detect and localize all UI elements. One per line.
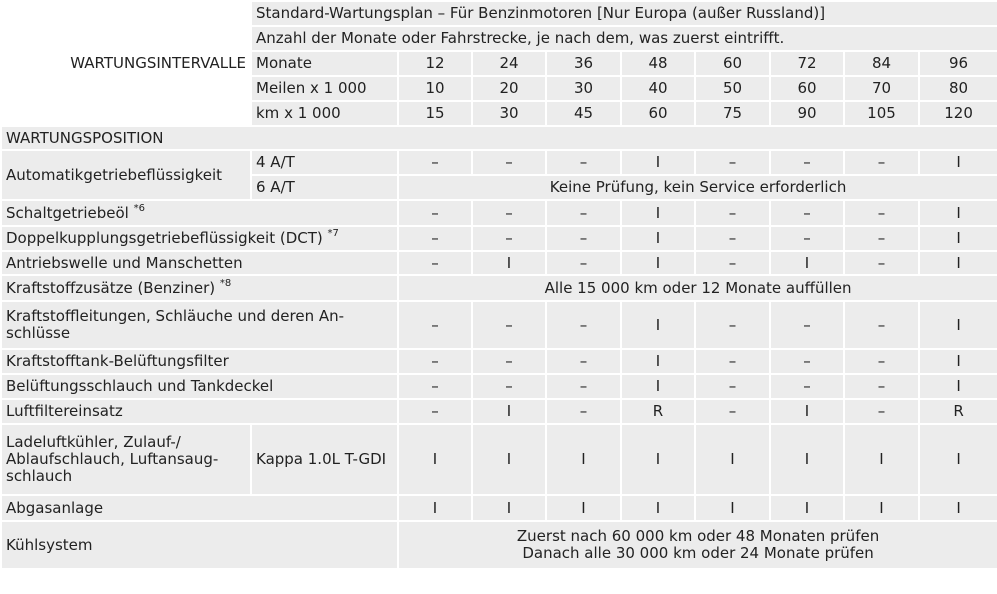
interval-cell: I <box>919 301 997 349</box>
interval-cell: – <box>770 301 844 349</box>
interval-cell: – <box>398 200 472 226</box>
footnote-marker: *7 <box>327 228 339 239</box>
interval-cell: I <box>621 200 695 226</box>
interval-cell: I <box>621 301 695 349</box>
interval-cell: I <box>919 150 997 175</box>
row-label-intercooler <box>1 424 251 495</box>
table-row <box>1 226 997 251</box>
km-value: 30 <box>472 101 546 126</box>
interval-cell: – <box>546 374 621 399</box>
interval-cell: – <box>546 251 621 275</box>
row-sublabel: 6 A/T <box>251 175 398 200</box>
km-label: km x 1 000 <box>251 101 398 126</box>
footnote-marker: *6 <box>133 202 145 214</box>
interval-cell: – <box>770 349 844 374</box>
table-row <box>1 200 997 226</box>
section-header-row <box>1 126 997 150</box>
positions-label: WARTUNGSPOSITION <box>1 126 997 150</box>
interval-cell: – <box>398 399 472 424</box>
interval-cell: – <box>472 374 546 399</box>
interval-cell: – <box>472 150 546 175</box>
interval-cell: I <box>770 399 844 424</box>
interval-cell: I <box>621 226 695 251</box>
interval-cell: – <box>695 226 770 251</box>
interval-cell: I <box>472 495 546 521</box>
row-label-text: Kraftstoffzusätze (Benziner) <box>6 278 216 297</box>
interval-cell: I <box>919 226 997 251</box>
interval-cell: I <box>472 251 546 275</box>
table-row <box>1 349 997 374</box>
months-value: 72 <box>770 51 844 76</box>
interval-cell: I <box>770 424 844 495</box>
miles-value: 20 <box>472 76 546 101</box>
interval-cell: – <box>546 301 621 349</box>
interval-cell: – <box>695 399 770 424</box>
interval-cell: – <box>546 399 621 424</box>
months-label: Monate <box>251 51 398 76</box>
table-row <box>1 399 997 424</box>
row-label-auto-trans: Automatikgetriebeflüssigkeit <box>1 150 251 200</box>
span-note-line: Danach alle 30 000 km oder 24 Monate prüfen <box>522 544 874 562</box>
row-label-vent-hose: Belüftungsschlauch und Tankdeckel <box>1 374 398 399</box>
interval-cell: I <box>919 495 997 521</box>
miles-value: 70 <box>844 76 919 101</box>
months-value: 84 <box>844 51 919 76</box>
plan-note: Anzahl der Monate oder Fahrstrecke, je nach dem, was zuerst eintrifft. <box>251 26 997 51</box>
interval-cell: – <box>398 301 472 349</box>
table-row <box>1 301 997 349</box>
interval-cell: – <box>844 301 919 349</box>
interval-cell: I <box>770 495 844 521</box>
header-corner-cell <box>1 1 251 26</box>
interval-cell: I <box>621 374 695 399</box>
header-corner-cell <box>1 26 251 51</box>
interval-cell: – <box>770 226 844 251</box>
span-note-line: Zuerst nach 60 000 km oder 48 Monaten prüfen <box>516 527 880 545</box>
interval-cell: – <box>770 200 844 226</box>
span-note <box>398 521 997 569</box>
table-row <box>1 374 997 399</box>
interval-cell: – <box>770 150 844 175</box>
row-label-line: Ablaufschlauch, Luftansaug- <box>6 450 219 468</box>
months-value: 60 <box>695 51 770 76</box>
table-row <box>1 521 997 569</box>
row-label-drive-shaft: Antriebswelle und Manschetten <box>1 251 398 275</box>
months-value: 96 <box>919 51 997 76</box>
span-note: Keine Prüfung, kein Service erforderlich <box>398 175 997 200</box>
header-row-plan-note <box>1 26 997 51</box>
interval-cell: I <box>621 424 695 495</box>
row-label-air-filter: Luftfiltereinsatz <box>1 399 398 424</box>
interval-cell: – <box>398 251 472 275</box>
header-corner-cell <box>1 76 251 101</box>
row-label-line: Kraftstoffleitungen, Schläuche und deren An- <box>6 307 345 325</box>
interval-cell: I <box>398 495 472 521</box>
months-value: 48 <box>621 51 695 76</box>
interval-cell: – <box>844 226 919 251</box>
miles-label: Meilen x 1 000 <box>251 76 398 101</box>
interval-cell: – <box>546 200 621 226</box>
interval-cell: – <box>844 251 919 275</box>
interval-cell: I <box>398 424 472 495</box>
interval-cell: – <box>844 349 919 374</box>
interval-cell: I <box>844 424 919 495</box>
table-row <box>1 275 997 301</box>
interval-cell: I <box>919 424 997 495</box>
row-label-line: Ladeluftkühler, Zulauf-/ <box>6 433 181 451</box>
row-label-dct <box>1 226 398 251</box>
km-value: 15 <box>398 101 472 126</box>
interval-cell: I <box>621 150 695 175</box>
interval-cell: – <box>844 200 919 226</box>
row-label-line: schlüsse <box>6 324 71 342</box>
table-row <box>1 251 997 275</box>
interval-cell: I <box>919 200 997 226</box>
months-value: 36 <box>546 51 621 76</box>
months-value: 24 <box>472 51 546 76</box>
row-label-fuel-additive <box>1 275 398 301</box>
interval-cell: – <box>472 349 546 374</box>
interval-cell: I <box>844 495 919 521</box>
interval-cell: – <box>398 349 472 374</box>
interval-cell: – <box>695 200 770 226</box>
interval-cell: – <box>695 251 770 275</box>
months-value: 12 <box>398 51 472 76</box>
row-label-fuel-tank-filter: Kraftstofftank-Belüftungsfilter <box>1 349 398 374</box>
interval-cell: I <box>621 495 695 521</box>
interval-cell: – <box>398 226 472 251</box>
row-label-fuel-lines <box>1 301 398 349</box>
interval-cell: I <box>919 374 997 399</box>
interval-cell: – <box>398 150 472 175</box>
interval-cell: – <box>546 150 621 175</box>
header-row-months <box>1 51 997 76</box>
span-note: Alle 15 000 km oder 12 Monate auffüllen <box>398 275 997 301</box>
miles-value: 60 <box>770 76 844 101</box>
row-sublabel: 4 A/T <box>251 150 398 175</box>
row-label-exhaust: Abgasanlage <box>1 495 398 521</box>
interval-cell: – <box>844 374 919 399</box>
interval-cell: I <box>919 349 997 374</box>
interval-cell: – <box>546 226 621 251</box>
interval-cell: – <box>695 349 770 374</box>
interval-cell: – <box>770 374 844 399</box>
row-label-cooling: Kühlsystem <box>1 521 398 569</box>
km-value: 75 <box>695 101 770 126</box>
km-value: 120 <box>919 101 997 126</box>
header-row-km <box>1 101 997 126</box>
interval-cell: – <box>695 150 770 175</box>
interval-cell: – <box>472 301 546 349</box>
row-label-text: Schaltgetriebeöl <box>6 203 129 222</box>
interval-cell: – <box>844 399 919 424</box>
interval-cell: – <box>472 200 546 226</box>
miles-value: 10 <box>398 76 472 101</box>
interval-cell: I <box>472 399 546 424</box>
interval-cell: I <box>770 251 844 275</box>
table-row <box>1 424 997 495</box>
table-row <box>1 150 997 175</box>
interval-cell: I <box>621 349 695 374</box>
table-row <box>1 495 997 521</box>
header-row-plan-title <box>1 1 997 26</box>
miles-value: 50 <box>695 76 770 101</box>
header-corner-cell <box>1 101 251 126</box>
engine-label: Kappa 1.0L T-GDI <box>251 424 398 495</box>
interval-cell: I <box>695 495 770 521</box>
interval-cell: R <box>919 399 997 424</box>
miles-value: 80 <box>919 76 997 101</box>
interval-cell: I <box>546 424 621 495</box>
interval-cell: – <box>546 349 621 374</box>
km-value: 45 <box>546 101 621 126</box>
header-row-miles <box>1 76 997 101</box>
footnote-marker: *8 <box>219 277 232 289</box>
interval-cell: I <box>919 251 997 275</box>
interval-cell: – <box>398 374 472 399</box>
row-label-text: Doppelkupplungsgetriebeflüssigkeit (DCT) <box>6 229 323 247</box>
interval-cell: I <box>621 251 695 275</box>
row-label-manual-trans <box>1 200 398 226</box>
interval-cell: – <box>695 301 770 349</box>
interval-cell: – <box>472 226 546 251</box>
km-value: 90 <box>770 101 844 126</box>
interval-cell: – <box>844 150 919 175</box>
interval-cell: I <box>546 495 621 521</box>
interval-cell: R <box>621 399 695 424</box>
miles-value: 40 <box>621 76 695 101</box>
miles-value: 30 <box>546 76 621 101</box>
interval-cell: – <box>695 374 770 399</box>
interval-cell: I <box>472 424 546 495</box>
km-value: 105 <box>844 101 919 126</box>
row-label-line: schlauch <box>6 467 73 485</box>
interval-cell: I <box>695 424 770 495</box>
intervals-label: WARTUNGSINTERVALLE <box>1 51 251 76</box>
km-value: 60 <box>621 101 695 126</box>
plan-title: Standard-Wartungsplan – Für Benzinmotoren [Nur Europa (außer Russland)] <box>251 1 997 26</box>
